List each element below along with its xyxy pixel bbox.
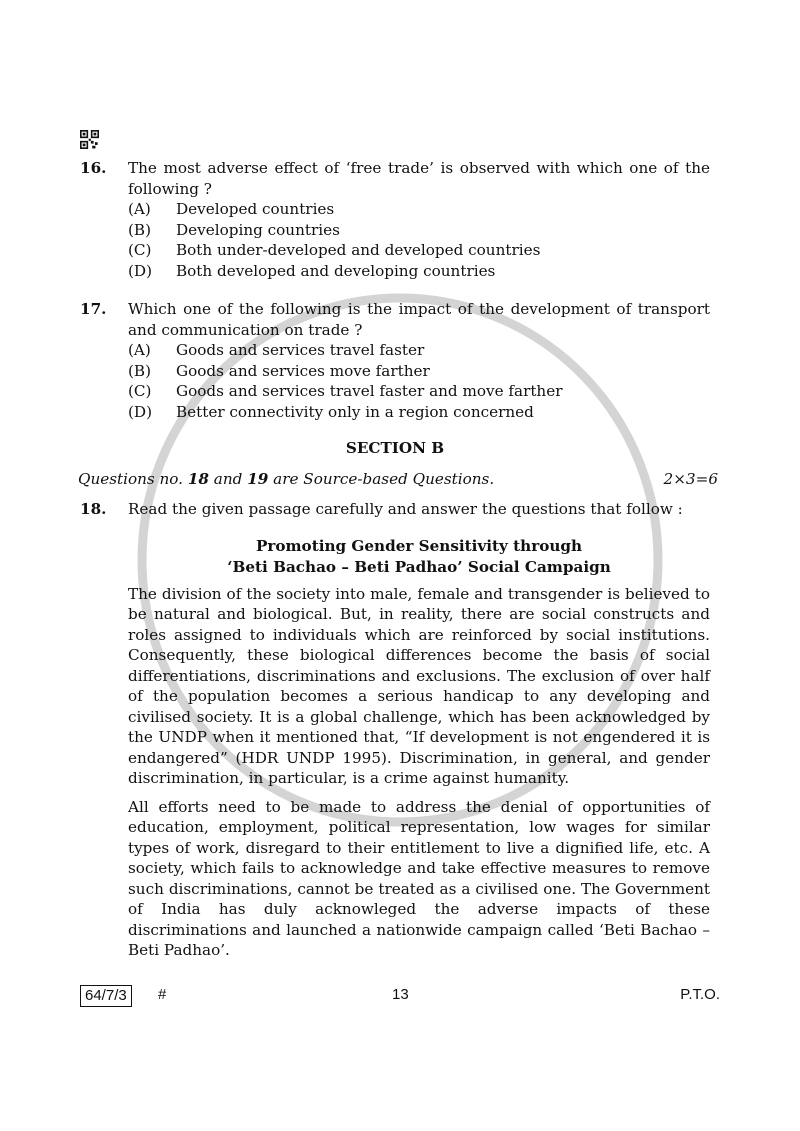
question-number: 16. xyxy=(80,159,107,177)
option-b: (B) Goods and services move farther xyxy=(128,361,430,380)
option-b: (B) Developing countries xyxy=(128,220,340,239)
option-a: (A) Goods and services travel faster xyxy=(128,341,425,359)
question-18 xyxy=(80,499,710,961)
option-a: (A) Developed countries xyxy=(128,200,335,218)
option-c: (C) Both under-developed and developed countries xyxy=(128,241,541,259)
section-instructions xyxy=(78,469,718,490)
paper-code: 64/7/3 xyxy=(80,985,132,1007)
option-c: (C) Goods and services travel faster and move farther xyxy=(128,382,563,400)
question-content xyxy=(78,158,718,961)
qr-code-icon xyxy=(80,130,99,149)
page-number: 13 xyxy=(392,986,409,1003)
question-text: Which one of the following is the impact of the development of transport and communication on trade ? xyxy=(128,300,710,339)
question-text: Read the given passage carefully and answer the questions that follow : xyxy=(128,500,683,518)
question-number: 17. xyxy=(80,300,107,318)
question-17 xyxy=(80,299,710,422)
hash-mark: # xyxy=(158,986,167,1003)
section-marks: 2×3=6 xyxy=(663,469,718,488)
pto-label: P.T.O. xyxy=(680,986,720,1003)
instruction-text: Questions no. 18 and 19 are Source-based Questions. xyxy=(78,469,495,488)
options-list xyxy=(128,340,710,422)
option-d: (D) Better connectivity only in a region concerned xyxy=(128,402,534,421)
passage-paragraph-1: The division of the society into male, female and transgender is believed to be natural and biological. But, in reality, there are social constructs and roles assigned to individuals which are reinforced by social institutions. Consequently, these biological differences become the basis of social differentiations, discriminations and exclusions. The exclusion of over half of the population becomes a serious handicap to any developing and civilised society. It is a global challenge, which has been acknowledged by the UNDP when it mentioned that, “If development is not engendered it is endangered” (HDR UNDP 1995). Discrimination, in general, and gender discrimination, in particular, is a crime against humanity. xyxy=(128,584,710,787)
passage-paragraph-2: All efforts need to be made to address the denial of opportunities of education, employment, political representation, low wages for similar types of work, disregard to their entitlement to live a dignified life, etc. A society, which fails to acknowledge and take effective measures to remove such discriminations, cannot be treated as a civilised one. The Government of India has duly acknowleged the adverse impacts of these discriminations and launched a nationwide campaign called ‘Beti Bachao – Beti Padhao’. xyxy=(128,797,710,959)
option-d: (D) Both developed and developing countries xyxy=(128,261,496,280)
question-number: 18. xyxy=(80,500,107,518)
question-16 xyxy=(80,158,710,281)
page-footer xyxy=(80,985,720,1007)
question-text: The most adverse effect of ‘free trade’ is observed with which one of the following ? xyxy=(128,159,710,198)
options-list xyxy=(128,199,710,281)
section-heading: SECTION B xyxy=(345,439,445,457)
passage-title: Promoting Gender Sensitivity through ‘Beti Bachao – Beti Padhao’ Social Campaign xyxy=(227,536,611,576)
